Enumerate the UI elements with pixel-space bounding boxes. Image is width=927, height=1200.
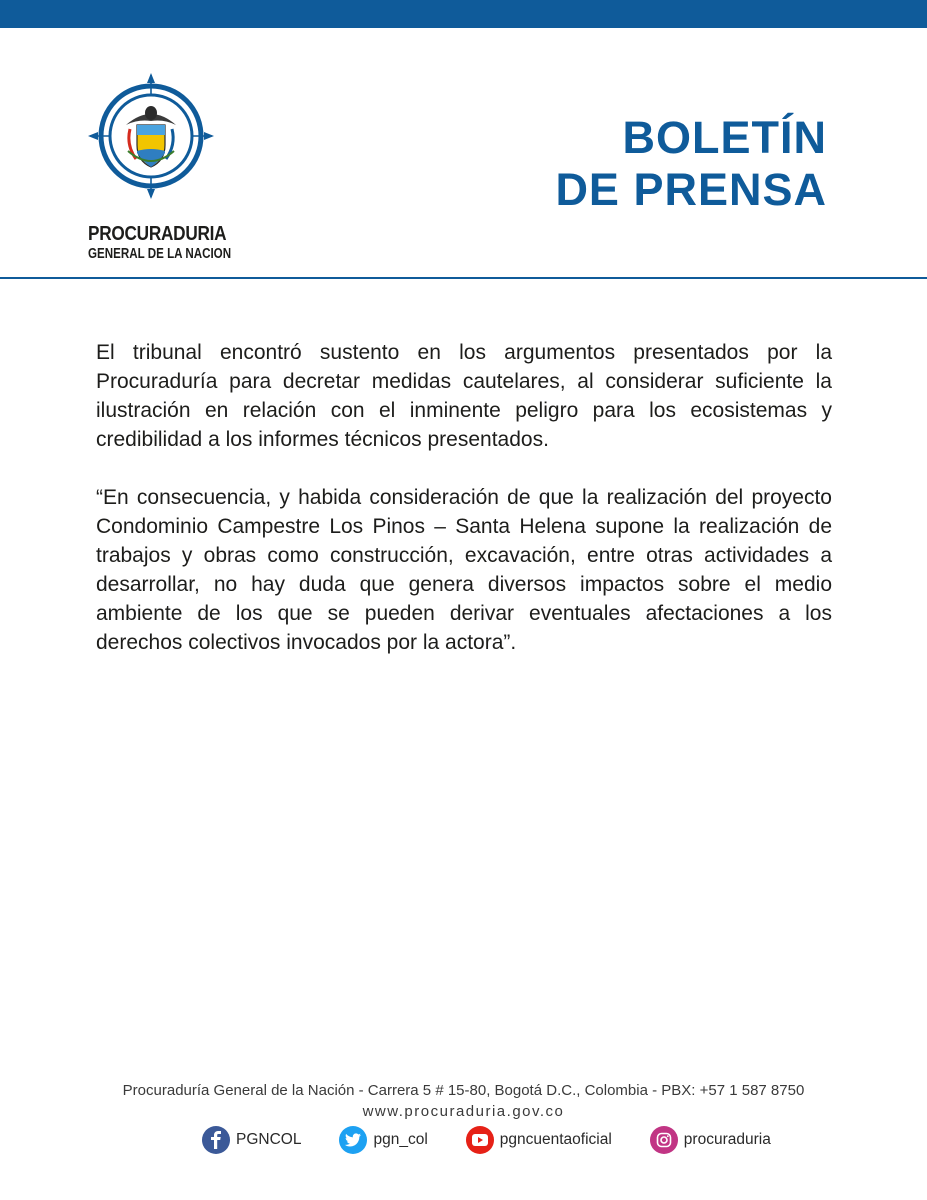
social-facebook[interactable] [202,1126,301,1154]
twitter-handle[interactable]: pgn_col [373,1131,428,1148]
title-line-1: BOLETÍN [622,112,827,163]
social-links [202,1124,771,1156]
paragraph-1: El tribunal encontró sustento en los argumentos presentados por la Procuraduría para decretar medidas cautelares, al considerar suficiente la ilustración en relación con el inminente peligro para los ecosistemas y credibilidad a los informes técnicos presentados. [96,341,832,451]
header [0,28,927,278]
procuraduria-seal-icon [88,73,214,199]
instagram-icon[interactable] [650,1126,678,1154]
press-release-title [555,112,827,216]
facebook-icon[interactable] [202,1126,230,1154]
top-color-bar [0,0,927,28]
social-twitter[interactable] [339,1126,427,1154]
logo-subname: GENERAL DE LA NACION [88,246,232,262]
social-youtube[interactable] [466,1126,612,1154]
twitter-icon[interactable] [339,1126,367,1154]
facebook-handle[interactable]: PGNCOL [236,1131,302,1148]
article-body [96,338,832,686]
paragraph-2: “En consecuencia, y habida consideración de que la realización del proyecto Condominio Campestre Los Pinos – Santa Helena supone la realización de trabajos y obras como construcción, excavación, entre otras actividades a desarrollar, no hay duda que genera diversos impactos sobre el medio ambiente de los que se pueden derivar eventuales afectaciones a los derechos colectivos invocados por la actora”. [96,486,832,654]
footer-website-link[interactable]: www.procuraduria.gov.co [362,1103,565,1120]
title-line-2: DE PRENSA [555,164,827,215]
youtube-handle[interactable]: pgncuentaoficial [499,1131,612,1148]
header-divider [0,277,927,279]
footer-address: Procuraduría General de la Nación - Carrera 5 # 15-80, Bogotá D.C., Colombia - PBX: +57 1 587 8750 [122,1082,805,1099]
logo-name: PROCURADURIA [88,223,227,245]
youtube-icon[interactable] [466,1126,494,1154]
logo-text [88,223,232,262]
social-instagram[interactable] [650,1126,771,1154]
footer [0,1080,927,1122]
instagram-handle[interactable]: procuraduria [683,1131,771,1148]
